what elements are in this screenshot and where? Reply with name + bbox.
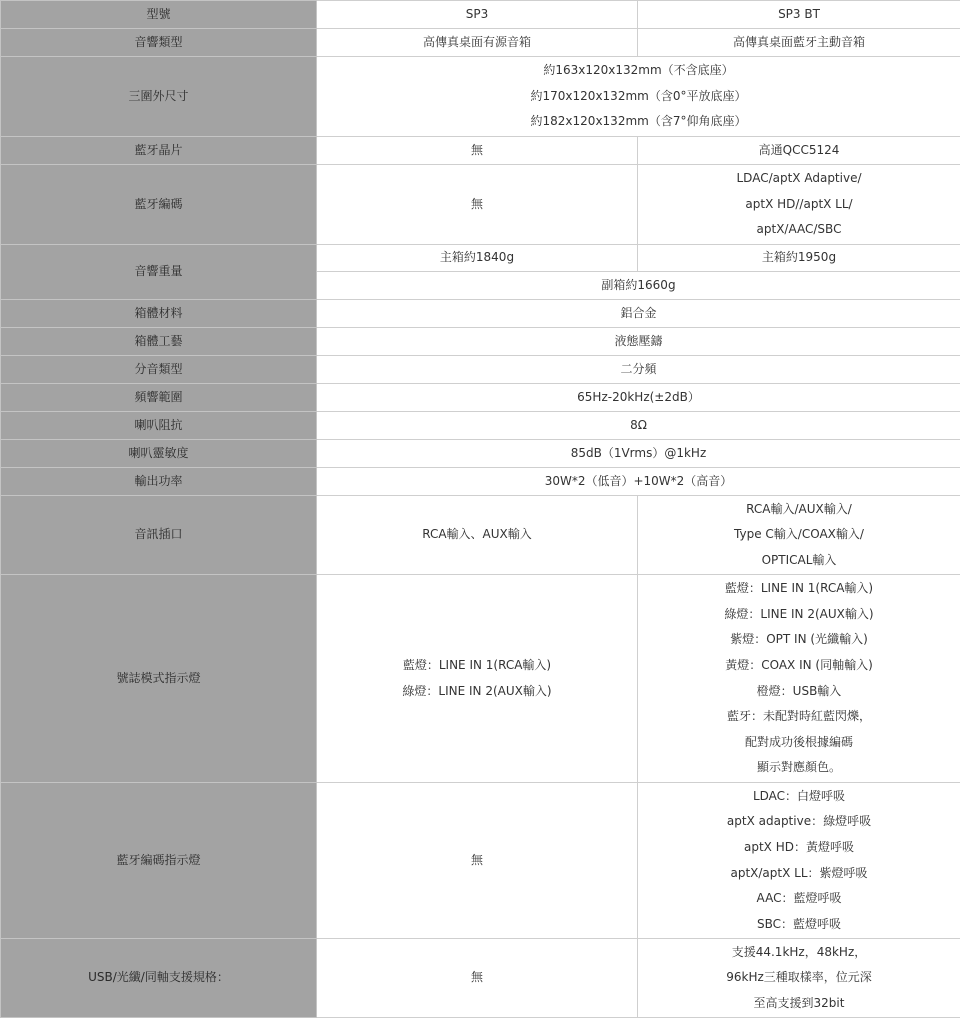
led-line: 紫燈：OPT IN (光纖輸入) — [730, 632, 868, 647]
cell-sp3-bt — [638, 783, 960, 939]
row-label: 喇叭阻抗 — [1, 412, 317, 440]
row-label: 喇叭靈敏度 — [1, 440, 317, 468]
cell-sp3: 無 — [317, 783, 638, 939]
cell-shared: 二分頻 — [317, 356, 960, 384]
cell-sp3-bt: 高傳真桌面藍牙主動音箱 — [638, 29, 960, 57]
led-line: 藍燈：LINE IN 1(RCA輸入) — [402, 657, 552, 672]
codec-led-line: SBC：藍燈呼吸 — [756, 916, 842, 931]
dimension-line: 約170x120x132mm（含0°平放底座） — [530, 88, 747, 103]
led-line: 綠燈：LINE IN 2(AUX輸入) — [724, 606, 874, 621]
row-material — [1, 300, 960, 328]
row-freq-range — [1, 384, 960, 412]
row-label: 號誌模式指示燈 — [1, 575, 317, 783]
input-line: RCA輸入/AUX輸入/ — [746, 501, 852, 516]
cell-sp3-bt — [638, 939, 960, 1018]
row-label: 箱體工藝 — [1, 328, 317, 356]
row-signal-led — [1, 575, 960, 783]
codec-led-line: aptX HD：黃燈呼吸 — [744, 839, 854, 854]
led-line: 黃燈：COAX IN (同軸輸入) — [725, 657, 873, 672]
codec-led-line: LDAC：白燈呼吸 — [752, 788, 846, 803]
cell-shared: 副箱約1660g — [317, 272, 960, 300]
led-line: 橙燈：USB輸入 — [756, 683, 842, 698]
cell-sp3: 主箱約1840g — [317, 245, 638, 272]
led-line: 藍燈：LINE IN 1(RCA輸入) — [724, 581, 874, 596]
cell-sp3: RCA輸入、AUX輸入 — [317, 496, 638, 575]
cell-sp3-bt: 高通QCC5124 — [638, 137, 960, 165]
codec-line: LDAC/aptX Adaptive/ — [736, 171, 862, 186]
dimension-line: 約182x120x132mm（含7°仰角底座） — [530, 114, 747, 129]
cell-shared: 30W*2（低音）+10W*2（高音） — [317, 468, 960, 496]
row-label: 箱體材料 — [1, 300, 317, 328]
cell-shared — [317, 57, 960, 137]
row-output-power — [1, 468, 960, 496]
codec-led-line: aptX adaptive：綠燈呼吸 — [726, 814, 872, 829]
row-process — [1, 328, 960, 356]
row-label: 三圍外尺寸 — [1, 57, 317, 137]
cell-sp3 — [317, 575, 638, 783]
cell-sp3: 無 — [317, 137, 638, 165]
usb-line: 至高支援到32bit — [753, 995, 845, 1010]
codec-line: aptX/AAC/SBC — [756, 222, 842, 237]
row-bt-codec — [1, 165, 960, 245]
row-label: USB/光纖/同軸支援規格： — [1, 939, 317, 1018]
row-label: 型號 — [1, 1, 317, 29]
row-model — [1, 1, 960, 29]
row-label: 藍牙編碼指示燈 — [1, 783, 317, 939]
cell-shared: 鋁合金 — [317, 300, 960, 328]
row-sensitivity — [1, 440, 960, 468]
cell-sp3: 高傳真桌面有源音箱 — [317, 29, 638, 57]
codec-led-line: aptX/aptX LL：紫燈呼吸 — [730, 865, 868, 880]
cell-sp3-bt: 主箱約1950g — [638, 245, 960, 272]
row-label: 音響重量 — [1, 245, 317, 300]
cell-shared: 8Ω — [317, 412, 960, 440]
cell-sp3-bt — [638, 496, 960, 575]
usb-line: 96kHz三種取樣率，位元深 — [726, 970, 872, 985]
model-sp3-bt: SP3 BT — [638, 1, 960, 29]
cell-shared: 65Hz-20kHz(±2dB） — [317, 384, 960, 412]
row-label: 音訊插口 — [1, 496, 317, 575]
row-codec-led — [1, 783, 960, 939]
dimension-line: 約163x120x132mm（不含底座） — [543, 63, 734, 78]
row-audio-input — [1, 496, 960, 575]
usb-line: 支援44.1kHz，48kHz， — [731, 944, 867, 959]
model-sp3: SP3 — [317, 1, 638, 29]
codec-led-line: AAC：藍燈呼吸 — [756, 891, 842, 906]
led-line: 綠燈：LINE IN 2(AUX輸入) — [402, 683, 552, 698]
input-line: OPTICAL輸入 — [761, 552, 837, 567]
cell-shared: 液態壓鑄 — [317, 328, 960, 356]
row-weight — [1, 245, 960, 272]
row-crossover — [1, 356, 960, 384]
cell-shared: 85dB（1Vrms）@1kHz — [317, 440, 960, 468]
led-line: 配對成功後根據編碼 — [744, 734, 853, 749]
codec-line: aptX HD//aptX LL/ — [745, 196, 853, 211]
row-dimensions — [1, 57, 960, 137]
row-usb-spec — [1, 939, 960, 1018]
row-label: 分音類型 — [1, 356, 317, 384]
row-label: 藍牙晶片 — [1, 137, 317, 165]
cell-sp3-bt — [638, 575, 960, 783]
row-label: 輸出功率 — [1, 468, 317, 496]
row-speaker-type — [1, 29, 960, 57]
row-impedance — [1, 412, 960, 440]
cell-sp3: 無 — [317, 939, 638, 1018]
row-label: 藍牙編碼 — [1, 165, 317, 245]
row-label: 音響類型 — [1, 29, 317, 57]
led-line: 顯示對應顏色。 — [756, 760, 841, 775]
led-line: 藍牙：未配對時紅藍閃爍， — [726, 709, 871, 724]
input-line: Type C輸入/COAX輸入/ — [734, 527, 864, 542]
cell-sp3-bt — [638, 165, 960, 245]
row-bt-chip — [1, 137, 960, 165]
row-label: 頻響範圍 — [1, 384, 317, 412]
cell-sp3: 無 — [317, 165, 638, 245]
